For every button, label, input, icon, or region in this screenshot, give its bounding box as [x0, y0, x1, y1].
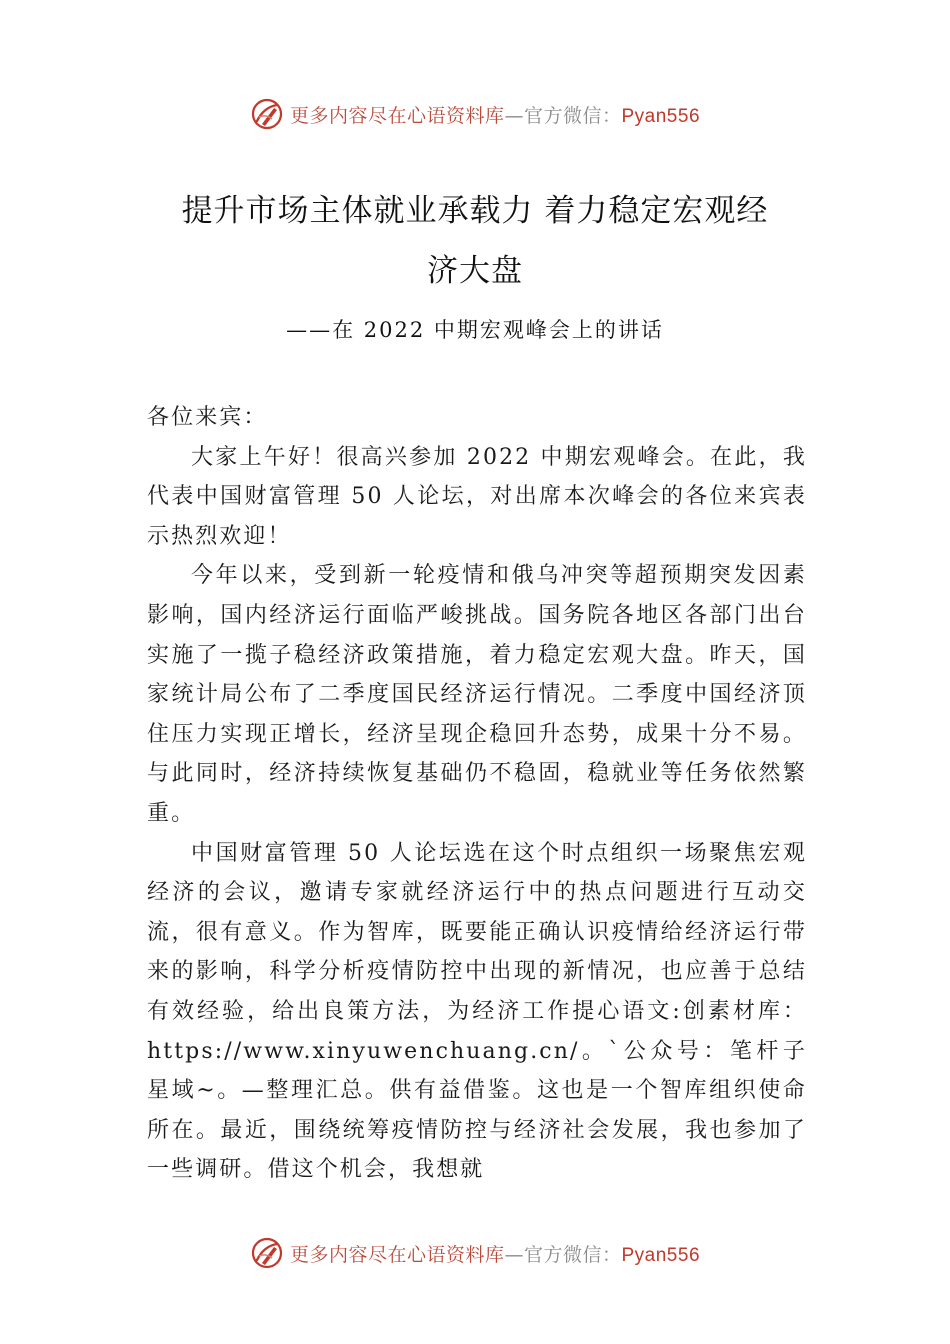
- banner-site-name: 更多内容尽在心语资料库: [289, 1243, 505, 1266]
- banner-wechat-label: —官方微信：: [504, 104, 622, 127]
- paragraph: 中国财富管理 50 人论坛选在这个时点组织一场聚焦宏观经济的会议，邀请专家就经济运行中的热点问题进行互动交流，很有意义。作为智库，既要能正确认识疫情给经济运行带来的影响，科学分析疫情防控中出现的新情况，也应善于总结有效经验，给出良策方法，为经济工作提心语文:创素材库：https://www.xinyuwenchuang.cn/。`公众号：笔杆子星域~。—整理汇总。供有益借鉴。这也是一个智库组织使命所在。最近，围绕统筹疫情防控与经济社会发展，我也参加了一些调研。借这个机会，我想就: [147, 840, 807, 1183]
- document-title-line1: 提升市场主体就业承载力 着力稳定宏观经: [181, 193, 769, 229]
- banner-text: [290, 1240, 700, 1267]
- paragraph: 大家上午好！很高兴参加 2022 中期宏观峰会。在此，我代表中国财富管理 50 人论坛，对出席本次峰会的各位来宾表示热烈欢迎！: [147, 444, 807, 549]
- banner-wechat-id: Pyan556: [621, 1244, 701, 1266]
- document-title-line2: 济大盘: [427, 253, 523, 289]
- document-subtitle: ——在 2022 中期宏观峰会上的讲话: [286, 318, 664, 342]
- document-body: [147, 398, 807, 1190]
- footer-banner: [0, 1233, 950, 1273]
- banner-text: [290, 101, 700, 128]
- paragraph: 今年以来，受到新一轮疫情和俄乌冲突等超预期突发因素影响，国内经济运行面临严峻挑战。国务院各地区各部门出台实施了一揽子稳经济政策措施，着力稳定宏观大盘。昨天，国家统计局公布了二季度国民经济运行情况。二季度中国经济顶住压力实现正增长，经济呈现企稳回升态势，成果十分不易。与此同时，经济持续恢复基础仍不稳固，稳就业等任务依然繁重。: [147, 563, 807, 826]
- banner-wechat-id: Pyan556: [621, 105, 701, 127]
- salutation: 各位来宾：: [147, 405, 268, 430]
- header-banner: [0, 94, 950, 134]
- banner-site-name: 更多内容尽在心语资料库: [289, 104, 505, 127]
- banner-wechat-label: —官方微信：: [504, 1243, 622, 1266]
- pen-logo-icon: [250, 97, 284, 131]
- pen-logo-icon: [250, 1236, 284, 1270]
